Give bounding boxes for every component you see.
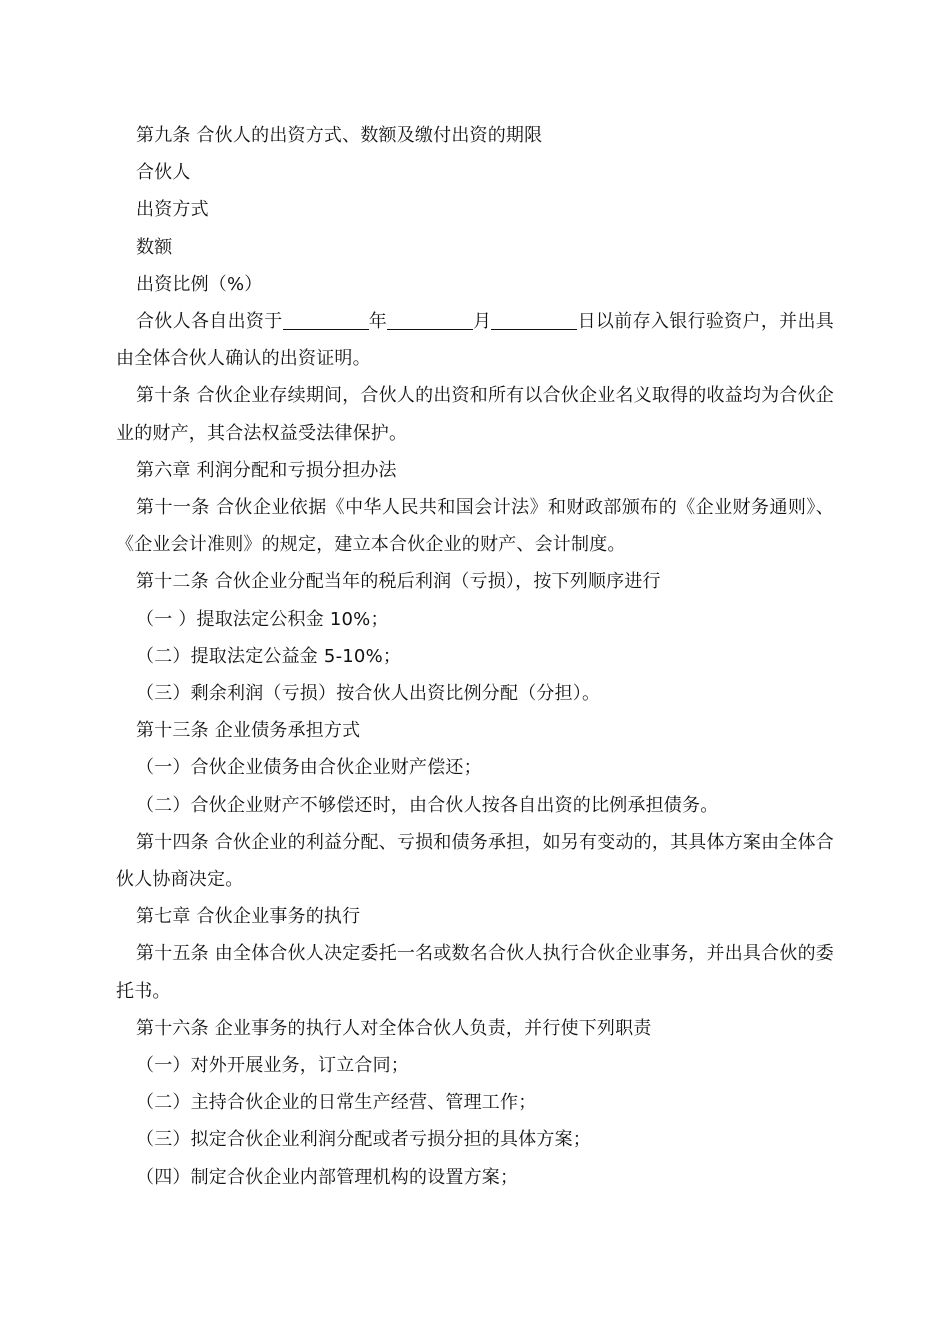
year-blank [283, 311, 369, 330]
article-15: 第十五条 由全体合伙人决定委托一名或数名合伙人执行合伙企业事务，并出具合伙的委托书。 [116, 943, 834, 1002]
article-14: 第十四条 合伙企业的利益分配、亏损和债务承担，如另有变动的，其具体方案由全体合伙人协商决定。 [116, 831, 834, 891]
deposit-text-end: 日以前存入银行验资户，并出具由全体合伙人确认的出资证明。 [116, 311, 834, 370]
article-16-item-3: （三）拟定合伙企业利润分配或者亏损分担的具体方案； [136, 1129, 591, 1151]
article-12-item-2: （二）提取法定公益金 5-10%； [136, 645, 402, 667]
deposit-text-start: 合伙人各自出资于 [136, 311, 283, 333]
article-16-item-1: （一）对外开展业务，订立合同； [136, 1055, 409, 1077]
article-12: 第十二条 合伙企业分配当年的税后利润（亏损），按下列顺序进行 [136, 571, 661, 593]
article-13-item-2: （二）合伙企业财产不够偿还时，由合伙人按各自出资的比例承担债务。 [136, 794, 719, 816]
deposit-paragraph [116, 303, 834, 377]
chapter-7-heading: 第七章 合伙企业事务的执行 [136, 906, 361, 928]
article-12-item-3: （三）剩余利润（亏损）按合伙人出资比例分配（分担）。 [136, 683, 601, 705]
article-16: 第十六条 企业事务的执行人对全体合伙人负责，并行使下列职责 [136, 1017, 652, 1039]
article-13: 第十三条 企业债务承担方式 [136, 720, 361, 742]
day-blank [491, 311, 577, 330]
contribution-ratio-label: 出资比例（%） [136, 273, 263, 295]
amount-label: 数额 [136, 236, 173, 258]
article-13-item-1: （一）合伙企业债务由合伙企业财产偿还； [136, 757, 482, 779]
article-9-heading: 第九条 合伙人的出资方式、数额及缴付出资的期限 [136, 125, 543, 146]
article-10: 第十条 合伙企业存续期间，合伙人的出资和所有以合伙企业名义取得的收益均为合伙企业的财产，其合法权益受法律保护。 [116, 385, 834, 444]
article-11: 第十一条 合伙企业依据《中华人民共和国会计法》和财政部颁布的《企业财务通则》、《企业会计准则》的规定，建立本合伙企业的财产、会计制度。 [116, 497, 834, 556]
month-label: 月 [473, 311, 492, 333]
article-12-item-1: （一 ）提取法定公积金 10%； [136, 608, 389, 630]
partner-label: 合伙人 [136, 162, 191, 184]
article-16-item-2: （二）主持合伙企业的日常生产经营、管理工作； [136, 1092, 537, 1114]
month-blank [387, 311, 473, 330]
article-16-item-4: （四）制定合伙企业内部管理机构的设置方案； [136, 1166, 519, 1188]
contribution-method-label: 出资方式 [136, 199, 209, 221]
chapter-6-heading: 第六章 利润分配和亏损分担办法 [136, 459, 397, 481]
year-label: 年 [368, 311, 388, 333]
